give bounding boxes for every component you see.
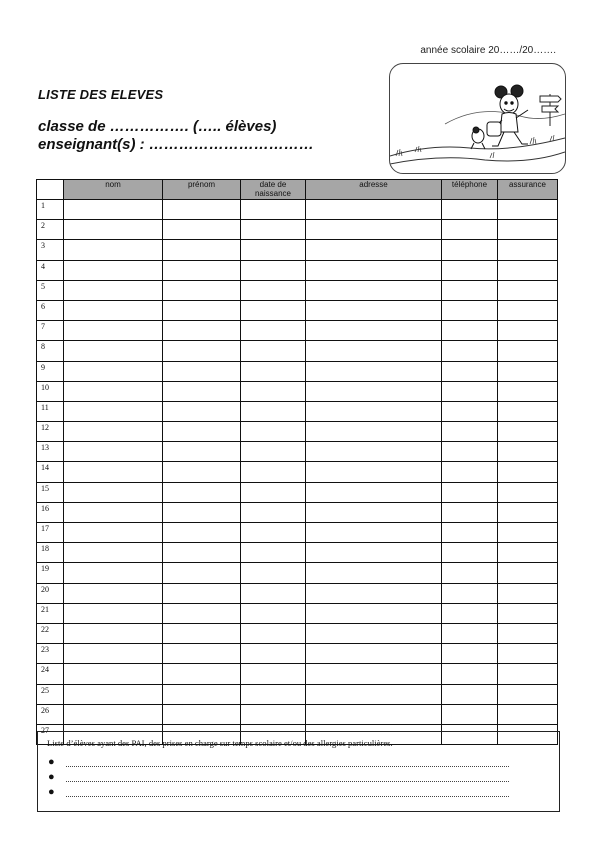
cell-date-naissance[interactable] bbox=[241, 341, 306, 361]
cell-adresse[interactable] bbox=[306, 401, 442, 421]
column-header-nom: nom bbox=[64, 180, 163, 200]
cell-assurance[interactable] bbox=[498, 563, 558, 583]
row-number: 27 bbox=[37, 724, 64, 744]
cell-telephone[interactable] bbox=[442, 704, 498, 724]
cell-nom[interactable] bbox=[64, 583, 163, 603]
cell-adresse[interactable] bbox=[306, 563, 442, 583]
row-number: 12 bbox=[37, 422, 64, 442]
cell-date-naissance[interactable] bbox=[241, 321, 306, 341]
cell-assurance[interactable] bbox=[498, 381, 558, 401]
row-number: 25 bbox=[37, 684, 64, 704]
cell-assurance[interactable] bbox=[498, 220, 558, 240]
cell-prenom[interactable] bbox=[163, 704, 241, 724]
table-row bbox=[37, 684, 558, 704]
bullet-icon: ● bbox=[48, 786, 55, 798]
cell-telephone[interactable] bbox=[442, 563, 498, 583]
cell-assurance[interactable] bbox=[498, 300, 558, 320]
cell-adresse[interactable] bbox=[306, 442, 442, 462]
table-row bbox=[37, 422, 558, 442]
table-row bbox=[37, 381, 558, 401]
cell-date-naissance[interactable] bbox=[241, 502, 306, 522]
row-number: 24 bbox=[37, 664, 64, 684]
cell-nom[interactable] bbox=[64, 523, 163, 543]
table-row bbox=[37, 361, 558, 381]
cell-assurance[interactable] bbox=[498, 603, 558, 623]
cell-telephone[interactable] bbox=[442, 401, 498, 421]
table-row bbox=[37, 321, 558, 341]
cell-adresse[interactable] bbox=[306, 240, 442, 260]
cell-nom[interactable] bbox=[64, 422, 163, 442]
table-row bbox=[37, 280, 558, 300]
cell-prenom[interactable] bbox=[163, 644, 241, 664]
student-table bbox=[36, 179, 558, 745]
cell-nom[interactable] bbox=[64, 300, 163, 320]
cell-telephone[interactable] bbox=[442, 623, 498, 643]
cell-adresse[interactable] bbox=[306, 200, 442, 220]
column-header-telephone: téléphone bbox=[442, 180, 498, 200]
cell-prenom[interactable] bbox=[163, 381, 241, 401]
row-number: 5 bbox=[37, 280, 64, 300]
cell-prenom[interactable] bbox=[163, 563, 241, 583]
cell-nom[interactable] bbox=[64, 200, 163, 220]
cell-telephone[interactable] bbox=[442, 300, 498, 320]
cell-adresse[interactable] bbox=[306, 523, 442, 543]
cell-assurance[interactable] bbox=[498, 482, 558, 502]
mouse-walking-illustration bbox=[389, 63, 566, 174]
cell-assurance[interactable] bbox=[498, 260, 558, 280]
row-number: 10 bbox=[37, 381, 64, 401]
cell-telephone[interactable] bbox=[442, 462, 498, 482]
cell-prenom[interactable] bbox=[163, 401, 241, 421]
cell-adresse[interactable] bbox=[306, 623, 442, 643]
cell-telephone[interactable] bbox=[442, 220, 498, 240]
header-blank bbox=[37, 180, 64, 200]
cell-prenom[interactable] bbox=[163, 361, 241, 381]
cell-adresse[interactable] bbox=[306, 260, 442, 280]
cell-telephone[interactable] bbox=[442, 240, 498, 260]
cell-adresse[interactable] bbox=[306, 341, 442, 361]
table-row bbox=[37, 623, 558, 643]
table-row bbox=[37, 401, 558, 421]
cell-date-naissance[interactable] bbox=[241, 644, 306, 664]
cell-prenom[interactable] bbox=[163, 482, 241, 502]
cell-nom[interactable] bbox=[64, 341, 163, 361]
cell-telephone[interactable] bbox=[442, 442, 498, 462]
cell-date-naissance[interactable] bbox=[241, 200, 306, 220]
cell-telephone[interactable] bbox=[442, 482, 498, 502]
cell-nom[interactable] bbox=[64, 462, 163, 482]
cell-assurance[interactable] bbox=[498, 240, 558, 260]
school-year: année scolaire 20……/20……. bbox=[420, 45, 556, 56]
cell-telephone[interactable] bbox=[442, 341, 498, 361]
cell-prenom[interactable] bbox=[163, 341, 241, 361]
table-row bbox=[37, 583, 558, 603]
cell-adresse[interactable] bbox=[306, 300, 442, 320]
cell-nom[interactable] bbox=[64, 664, 163, 684]
enseignant-field: enseignant(s) : …………………………… bbox=[38, 136, 314, 153]
row-number: 19 bbox=[37, 563, 64, 583]
cell-telephone[interactable] bbox=[442, 200, 498, 220]
cell-telephone[interactable] bbox=[442, 603, 498, 623]
table-row bbox=[37, 240, 558, 260]
cell-nom[interactable] bbox=[64, 401, 163, 421]
row-number: 23 bbox=[37, 644, 64, 664]
cell-assurance[interactable] bbox=[498, 502, 558, 522]
bullet-icon: ● bbox=[48, 771, 55, 783]
cell-prenom[interactable] bbox=[163, 543, 241, 563]
cell-date-naissance[interactable] bbox=[241, 523, 306, 543]
cell-adresse[interactable] bbox=[306, 381, 442, 401]
cell-assurance[interactable] bbox=[498, 442, 558, 462]
cell-telephone[interactable] bbox=[442, 523, 498, 543]
cell-adresse[interactable] bbox=[306, 543, 442, 563]
cell-telephone[interactable] bbox=[442, 583, 498, 603]
cell-nom[interactable] bbox=[64, 442, 163, 462]
cell-date-naissance[interactable] bbox=[241, 422, 306, 442]
cell-nom[interactable] bbox=[64, 240, 163, 260]
row-number: 13 bbox=[37, 442, 64, 462]
table-row bbox=[37, 502, 558, 522]
cell-date-naissance[interactable] bbox=[241, 462, 306, 482]
cell-prenom[interactable] bbox=[163, 321, 241, 341]
cell-prenom[interactable] bbox=[163, 260, 241, 280]
cell-adresse[interactable] bbox=[306, 321, 442, 341]
cell-telephone[interactable] bbox=[442, 280, 498, 300]
cell-nom[interactable] bbox=[64, 361, 163, 381]
cell-prenom[interactable] bbox=[163, 200, 241, 220]
table-header-row bbox=[37, 180, 558, 200]
table-row bbox=[37, 664, 558, 684]
table-row bbox=[37, 442, 558, 462]
cell-prenom[interactable] bbox=[163, 220, 241, 240]
cell-assurance[interactable] bbox=[498, 422, 558, 442]
cell-telephone[interactable] bbox=[442, 422, 498, 442]
cell-date-naissance[interactable] bbox=[241, 361, 306, 381]
row-number: 22 bbox=[37, 623, 64, 643]
cell-nom[interactable] bbox=[64, 220, 163, 240]
cell-nom[interactable] bbox=[64, 644, 163, 664]
row-number: 7 bbox=[37, 321, 64, 341]
cell-prenom[interactable] bbox=[163, 583, 241, 603]
cell-assurance[interactable] bbox=[498, 523, 558, 543]
cell-nom[interactable] bbox=[64, 684, 163, 704]
cell-assurance[interactable] bbox=[498, 623, 558, 643]
cell-date-naissance[interactable] bbox=[241, 623, 306, 643]
table-row bbox=[37, 563, 558, 583]
row-number: 14 bbox=[37, 462, 64, 482]
cell-assurance[interactable] bbox=[498, 462, 558, 482]
cell-telephone[interactable] bbox=[442, 361, 498, 381]
table-row bbox=[37, 482, 558, 502]
notes-intro: Liste d’élèves ayant des PAI, des prises en charge sur temps scolaire et/ou des allergies particulières. bbox=[47, 738, 393, 748]
cell-nom[interactable] bbox=[64, 603, 163, 623]
cell-prenom[interactable] bbox=[163, 623, 241, 643]
cell-prenom[interactable] bbox=[163, 502, 241, 522]
cell-date-naissance[interactable] bbox=[241, 240, 306, 260]
cell-prenom[interactable] bbox=[163, 300, 241, 320]
cell-prenom[interactable] bbox=[163, 442, 241, 462]
cell-assurance[interactable] bbox=[498, 341, 558, 361]
cell-adresse[interactable] bbox=[306, 603, 442, 623]
row-number: 6 bbox=[37, 300, 64, 320]
row-number: 20 bbox=[37, 583, 64, 603]
row-number: 8 bbox=[37, 341, 64, 361]
column-header-prenom: prénom bbox=[163, 180, 241, 200]
cell-date-naissance[interactable] bbox=[241, 260, 306, 280]
cell-date-naissance[interactable] bbox=[241, 220, 306, 240]
cell-nom[interactable] bbox=[64, 381, 163, 401]
cell-adresse[interactable] bbox=[306, 361, 442, 381]
cell-telephone[interactable] bbox=[442, 543, 498, 563]
cell-assurance[interactable] bbox=[498, 401, 558, 421]
cell-assurance[interactable] bbox=[498, 543, 558, 563]
column-header-date-naissance: date de naissance bbox=[241, 180, 306, 200]
cell-adresse[interactable] bbox=[306, 583, 442, 603]
cell-assurance[interactable] bbox=[498, 684, 558, 704]
cell-date-naissance[interactable] bbox=[241, 583, 306, 603]
classe-field: classe de ……………. (….. élèves) bbox=[38, 118, 277, 135]
cell-nom[interactable] bbox=[64, 482, 163, 502]
table-row bbox=[37, 260, 558, 280]
table-row bbox=[37, 543, 558, 563]
cell-adresse[interactable] bbox=[306, 664, 442, 684]
bullet-icon: ● bbox=[48, 756, 55, 768]
cell-prenom[interactable] bbox=[163, 684, 241, 704]
cell-nom[interactable] bbox=[64, 623, 163, 643]
cell-adresse[interactable] bbox=[306, 704, 442, 724]
row-number: 26 bbox=[37, 704, 64, 724]
cell-prenom[interactable] bbox=[163, 280, 241, 300]
cell-prenom[interactable] bbox=[163, 664, 241, 684]
row-number: 21 bbox=[37, 603, 64, 623]
table-row bbox=[37, 704, 558, 724]
row-number: 9 bbox=[37, 361, 64, 381]
cell-date-naissance[interactable] bbox=[241, 563, 306, 583]
row-number: 3 bbox=[37, 240, 64, 260]
cell-date-naissance[interactable] bbox=[241, 381, 306, 401]
cell-adresse[interactable] bbox=[306, 644, 442, 664]
page-title: LISTE DES ELEVES bbox=[38, 87, 164, 102]
column-header-assurance: assurance bbox=[498, 180, 558, 200]
cell-prenom[interactable] bbox=[163, 462, 241, 482]
cell-date-naissance[interactable] bbox=[241, 704, 306, 724]
row-number: 15 bbox=[37, 482, 64, 502]
cell-date-naissance[interactable] bbox=[241, 401, 306, 421]
cell-assurance[interactable] bbox=[498, 321, 558, 341]
row-number: 4 bbox=[37, 260, 64, 280]
cell-assurance[interactable] bbox=[498, 644, 558, 664]
cell-date-naissance[interactable] bbox=[241, 442, 306, 462]
cell-assurance[interactable] bbox=[498, 583, 558, 603]
cell-date-naissance[interactable] bbox=[241, 300, 306, 320]
cell-assurance[interactable] bbox=[498, 200, 558, 220]
cell-nom[interactable] bbox=[64, 563, 163, 583]
cell-prenom[interactable] bbox=[163, 603, 241, 623]
cell-prenom[interactable] bbox=[163, 523, 241, 543]
table-row bbox=[37, 300, 558, 320]
cell-telephone[interactable] bbox=[442, 260, 498, 280]
cell-prenom[interactable] bbox=[163, 422, 241, 442]
cell-date-naissance[interactable] bbox=[241, 603, 306, 623]
row-number: 2 bbox=[37, 220, 64, 240]
cell-adresse[interactable] bbox=[306, 462, 442, 482]
table-row bbox=[37, 523, 558, 543]
cell-adresse[interactable] bbox=[306, 220, 442, 240]
cell-date-naissance[interactable] bbox=[241, 664, 306, 684]
row-number: 1 bbox=[37, 200, 64, 220]
row-number: 18 bbox=[37, 543, 64, 563]
cell-telephone[interactable] bbox=[442, 321, 498, 341]
cell-date-naissance[interactable] bbox=[241, 684, 306, 704]
notes-box bbox=[37, 731, 560, 812]
cell-date-naissance[interactable] bbox=[241, 280, 306, 300]
cell-date-naissance[interactable] bbox=[241, 543, 306, 563]
table-row bbox=[37, 220, 558, 240]
cell-adresse[interactable] bbox=[306, 482, 442, 502]
column-header-adresse: adresse bbox=[306, 180, 442, 200]
cell-telephone[interactable] bbox=[442, 502, 498, 522]
cell-nom[interactable] bbox=[64, 260, 163, 280]
cell-prenom[interactable] bbox=[163, 240, 241, 260]
cell-assurance[interactable] bbox=[498, 704, 558, 724]
cell-date-naissance[interactable] bbox=[241, 482, 306, 502]
cell-adresse[interactable] bbox=[306, 502, 442, 522]
cell-nom[interactable] bbox=[64, 502, 163, 522]
row-number: 16 bbox=[37, 502, 64, 522]
cell-telephone[interactable] bbox=[442, 664, 498, 684]
cell-assurance[interactable] bbox=[498, 280, 558, 300]
cell-nom[interactable] bbox=[64, 321, 163, 341]
table-row bbox=[37, 341, 558, 361]
table-row bbox=[37, 603, 558, 623]
cell-assurance[interactable] bbox=[498, 664, 558, 684]
table-row bbox=[37, 462, 558, 482]
cell-adresse[interactable] bbox=[306, 684, 442, 704]
cell-nom[interactable] bbox=[64, 280, 163, 300]
cell-nom[interactable] bbox=[64, 543, 163, 563]
cell-adresse[interactable] bbox=[306, 280, 442, 300]
cell-telephone[interactable] bbox=[442, 684, 498, 704]
cell-nom[interactable] bbox=[64, 704, 163, 724]
table-row bbox=[37, 644, 558, 664]
cell-telephone[interactable] bbox=[442, 644, 498, 664]
cell-adresse[interactable] bbox=[306, 422, 442, 442]
row-number: 17 bbox=[37, 523, 64, 543]
cell-telephone[interactable] bbox=[442, 381, 498, 401]
cell-assurance[interactable] bbox=[498, 361, 558, 381]
table-row bbox=[37, 200, 558, 220]
row-number: 11 bbox=[37, 401, 64, 421]
